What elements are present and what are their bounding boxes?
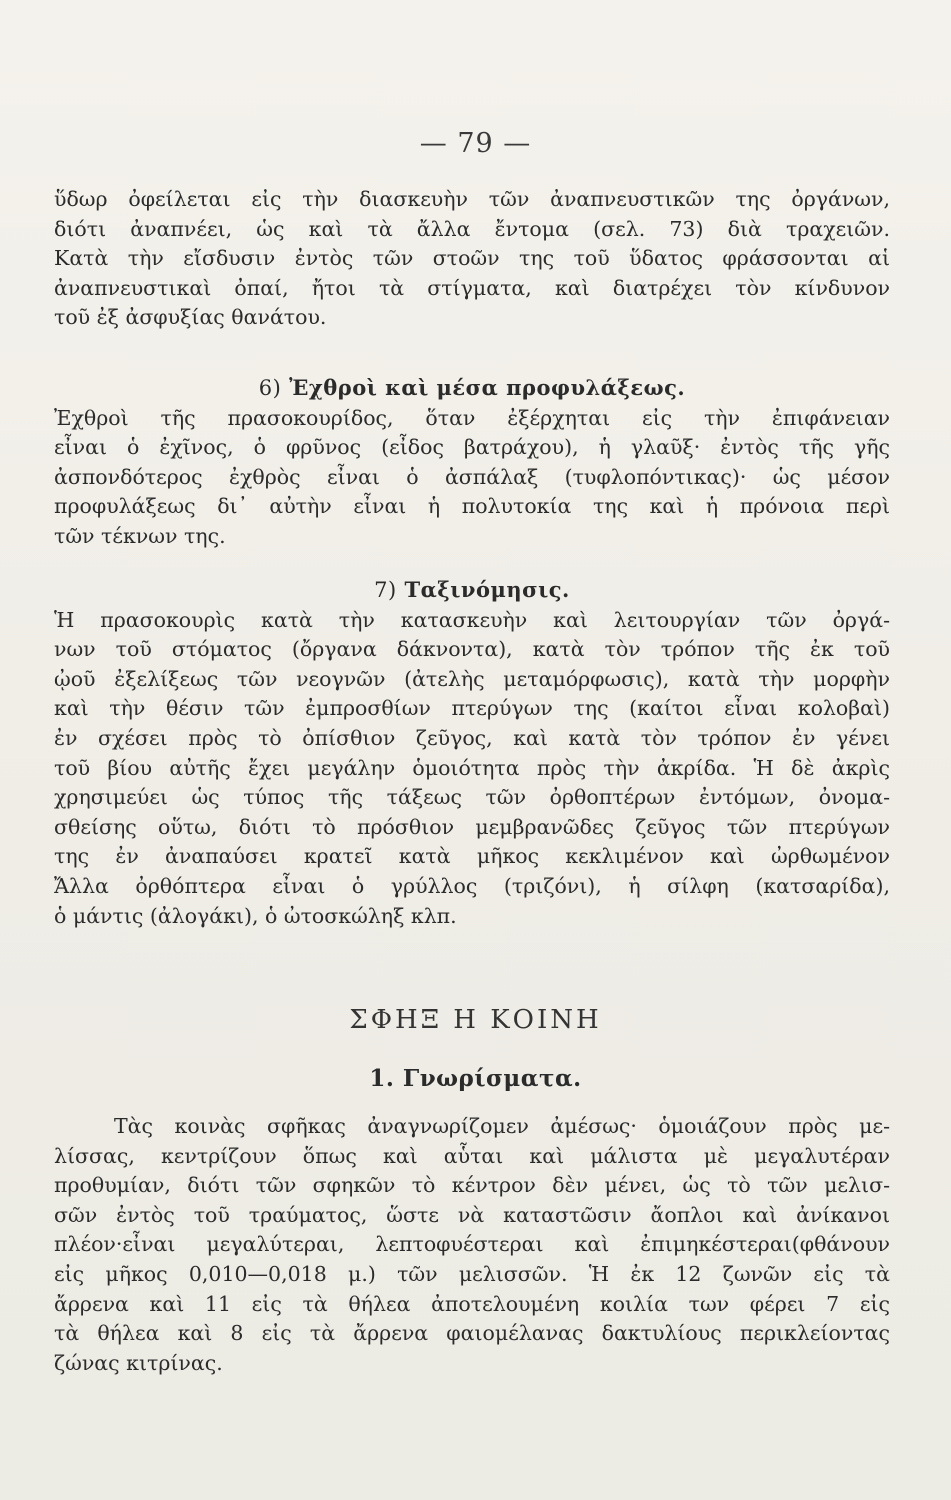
text-line: τοῦ βίου αὐτῆς ἔχει μεγάλην ὁμοιότητα πρὸς τὴν ἀκρίδα. Ἡ δὲ ἀκρὶς xyxy=(54,755,890,780)
text-line: σῶν ἐντὸς τοῦ τραύματος, ὥστε νὰ καταστῶσιν ἄοπλοι καὶ ἀνίκανοι xyxy=(54,1202,890,1227)
heading-text: Ταξινόμησις. xyxy=(404,577,570,602)
text-line: ἀσπονδότερος ἐχθρὸς εἶναι ὁ ἀσπάλαξ (τυφλοπόντικας)· ὡς μέσον xyxy=(54,464,890,489)
text-line: τῶν τέκνων της. xyxy=(54,523,226,548)
heading-classification xyxy=(54,575,890,606)
section-title: ΣΦΗΞ Η ΚΟΙΝΗ xyxy=(349,1005,602,1035)
text-line: σθείσης οὕτω, διότι τὸ πρόσθιον μεμβρανῶδες ζεῦγος τῶν πτερύγων xyxy=(54,814,890,839)
text-line: τὰ θήλεα καὶ 8 εἰς τὰ ἄρρενα φαιομέλανας δακτυλίους περικλείοντας xyxy=(54,1321,890,1346)
text-line: εἶναι ὁ ἐχῖνος, ὁ φρῦνος (εἶδος βατράχου), ἡ γλαῦξ· ἐντὸς τῆς γῆς xyxy=(54,435,890,460)
text-line: Ἐχθροὶ τῆς πρασοκουρίδος, ὅταν ἐξέρχηται εἰς τὴν ἐπιφάνειαν xyxy=(54,405,890,430)
text-line: ζώνας κιτρίνας. xyxy=(54,1350,223,1375)
text-line: προθυμίαν, διότι τῶν σφηκῶν τὸ κέντρον δὲν μένει, ὡς τὸ τῶν μελισ- xyxy=(54,1173,890,1198)
text-line: διότι ἀναπνέει, ὡς καὶ τὰ ἄλλα ἔντομα (σελ. 73) διὰ τραχειῶν. xyxy=(54,216,890,241)
text-line: Κατὰ τὴν εἴσδυσιν ἐντὸς τῶν στοῶν της τοῦ ὕδατος φράσσονται αἱ xyxy=(54,246,890,271)
page-number: — 79 — xyxy=(419,128,532,159)
text-line: ἄρρενα καὶ 11 εἰς τὰ θήλεα ἀποτελουμένη κοιλία των φέρει 7 εἰς xyxy=(54,1291,890,1316)
heading-number: 6) xyxy=(258,376,282,400)
subheading-characteristics: 1. Γνωρίσματα. xyxy=(369,1065,582,1092)
heading-enemies xyxy=(54,373,890,404)
text-line: προφυλάξεως δι᾽ αὐτὴν εἶναι ἡ πολυτοκία της καὶ ἡ πρόνοια περὶ xyxy=(54,494,890,519)
text-line: τοῦ ἐξ ἀσφυξίας θανάτου. xyxy=(54,305,327,330)
text-line: νων τοῦ στόματος (ὄργανα δάκνοντα), κατὰ τὸν τρόπον τῆς ἐκ τοῦ xyxy=(54,637,890,662)
text-line: ᾠοῦ ἐξελίξεως τῶν νεογνῶν (ἀτελὴς μεταμόρφωσις), κατὰ τὴν μορφὴν xyxy=(54,666,890,691)
text-line: καὶ τὴν θέσιν τῶν ἐμπροσθίων πτερύγων της (καίτοι εἶναι κολοβαὶ) xyxy=(54,696,890,721)
text-line: ὕδωρ ὀφείλεται εἰς τὴν διασκευὴν τῶν ἀναπνευστικῶν της ὀργάνων, xyxy=(54,187,890,211)
heading-text: Ἐχθροὶ καὶ μέσα προφυλάξεως. xyxy=(289,375,686,400)
section-enemies xyxy=(54,373,890,552)
heading-number: 7) xyxy=(374,578,397,602)
text-line: ἀναπνευστικαὶ ὀπαί, ἤτοι τὰ στίγματα, καὶ διατρέχει τὸν κίνδυνον xyxy=(54,275,890,300)
text-line: χρησιμεύει ὡς τύπος τῆς τάξεως τῶν ὀρθοπτέρων ἐντόμων, ὀνομα- xyxy=(54,785,890,810)
section-classification xyxy=(54,575,890,931)
text-line: ἐν σχέσει πρὸς τὸ ὀπίσθιον ζεῦγος, καὶ κατὰ τὸν τρόπον ἐν γένει xyxy=(54,725,890,750)
text-line: Ἡ πρασοκουρὶς κατὰ τὴν κατασκευὴν καὶ λειτουργίαν τῶν ὀργά- xyxy=(54,607,890,632)
text-line: ὁ μάντις (ἀλογάκι), ὁ ὠτοσκώληξ κλπ. xyxy=(54,903,457,928)
text-line: εἰς μῆκος 0,010—0,018 μ.) τῶν μελισσῶν. Ἡ ἐκ 12 ζωνῶν εἰς τὰ xyxy=(54,1261,890,1286)
text-line: πλέον·εἶναι μεγαλύτεραι, λεπτοφυέστεραι καὶ ἐπιμηκέστεραι(φθάνουν xyxy=(54,1232,890,1257)
paragraph-wasp xyxy=(54,1112,890,1378)
text-line: της ἐν ἀναπαύσει κρατεῖ κατὰ μῆκος κεκλιμένον καὶ ὠρθωμένον xyxy=(54,844,890,869)
text-line: λίσσας, κεντρίζουν ὅπως καὶ αὗται καὶ μάλιστα μὲ μεγαλυτέραν xyxy=(54,1143,890,1168)
text-line: Τὰς κοινὰς σφῆκας ἀναγνωρίζομεν ἀμέσως· ὁμοιάζουν πρὸς με- xyxy=(114,1114,890,1138)
text-line: Ἄλλα ὀρθόπτερα εἶναι ὁ γρύλλος (τριζόνι), ἡ σίλφη (κατσαρίδα), xyxy=(54,873,890,898)
paragraph-respiration xyxy=(54,185,890,333)
